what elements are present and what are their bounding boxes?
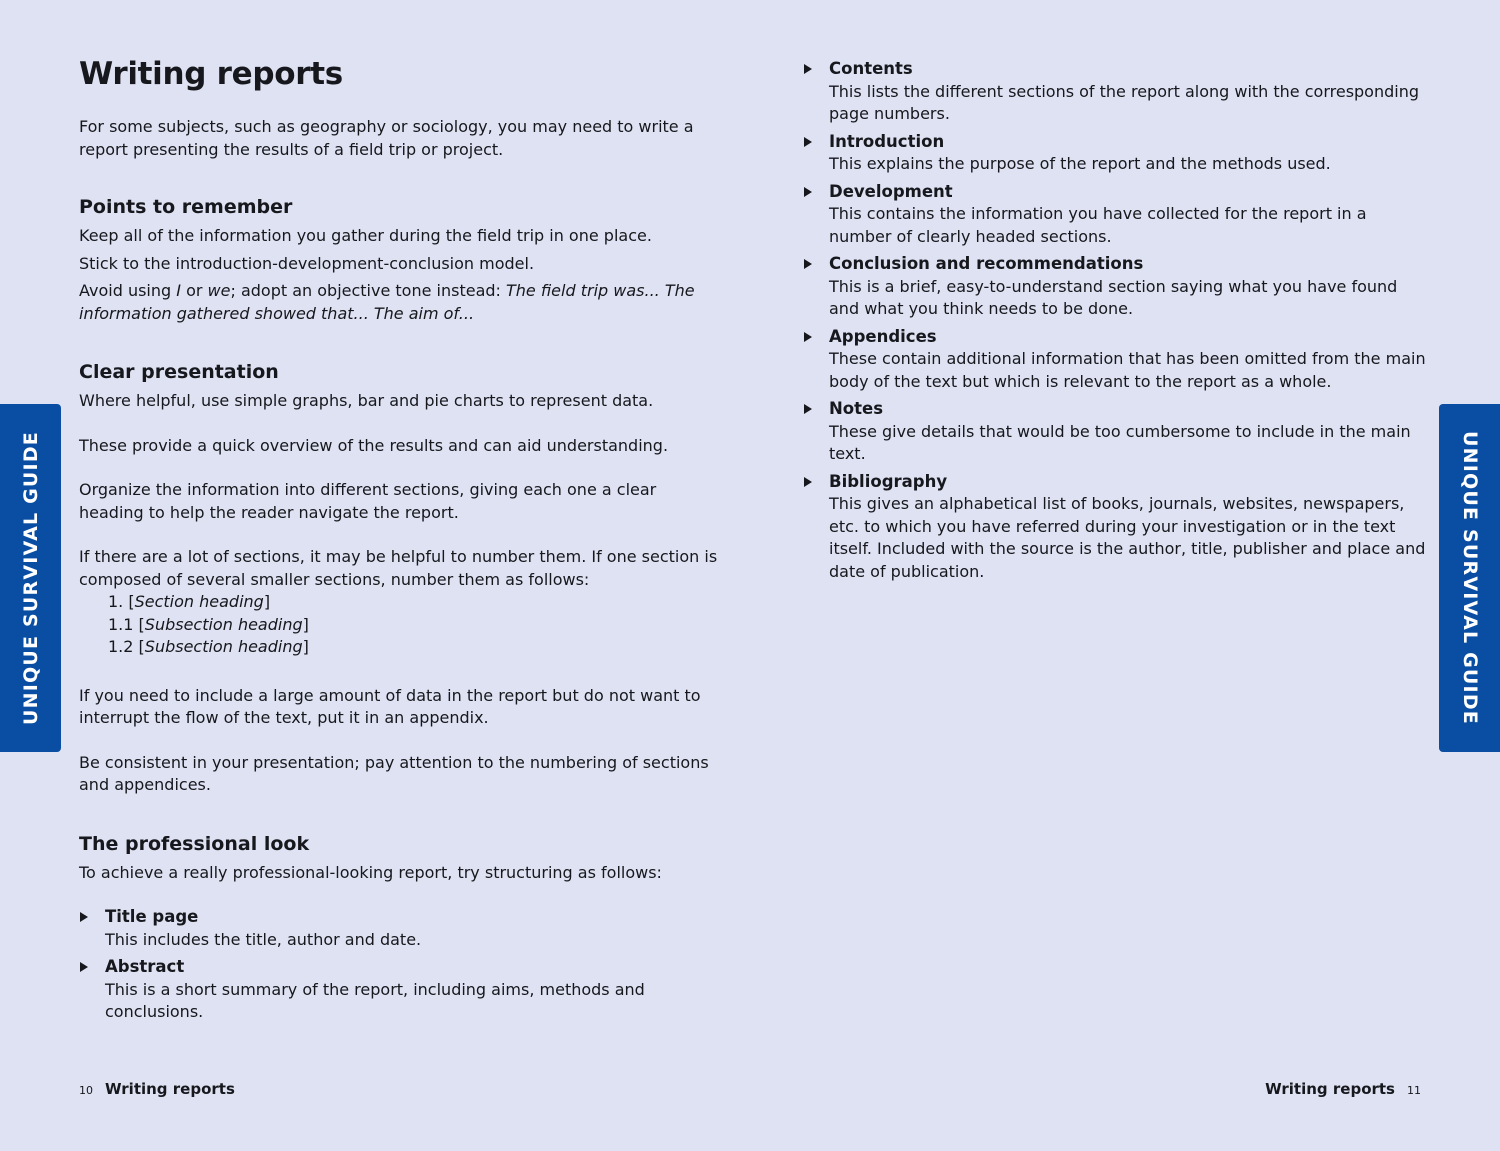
triangle-bullet-icon bbox=[804, 404, 812, 414]
list-item bbox=[79, 956, 719, 1024]
list-item-title: Introduction bbox=[829, 131, 945, 151]
list-item-desc: This explains the purpose of the report and the methods used. bbox=[829, 154, 1331, 173]
list-item-desc: These contain additional information that has been omitted from the main body of the text but which is relevant to the report as a whole. bbox=[829, 349, 1426, 391]
triangle-bullet-icon bbox=[804, 137, 812, 147]
list-item-desc: This includes the title, author and date. bbox=[105, 929, 422, 949]
triangle-bullet-icon bbox=[80, 962, 88, 972]
footer-right-label: Writing reports bbox=[1265, 1080, 1395, 1098]
presentation-paragraph-4: If there are a lot of sections, it may be helpful to number them. If one section is composed of several smaller sections, number them as follows: bbox=[79, 547, 718, 589]
points-p3-quote: The field trip was... The information gathered showed that... The aim of... bbox=[79, 281, 695, 323]
points-heading: Points to remember bbox=[79, 196, 293, 218]
numbering-number: 1.2 [ bbox=[108, 637, 145, 656]
side-tab-right-label: UNIQUE SURVIVAL GUIDE bbox=[1458, 431, 1481, 725]
points-p3-pronoun-i: I bbox=[176, 281, 181, 300]
numbering-close: ] bbox=[302, 637, 309, 656]
list-item bbox=[803, 398, 1428, 466]
side-tab-left-label: UNIQUE SURVIVAL GUIDE bbox=[19, 431, 42, 725]
list-item-desc: This is a brief, easy-to-understand section saying what you have found and what you think needs to be done. bbox=[829, 276, 1398, 318]
triangle-bullet-icon bbox=[804, 477, 812, 487]
page-number-left: 10 bbox=[79, 1084, 93, 1097]
list-item-desc: This lists the different sections of the report along with the corresponding page numbers. bbox=[829, 81, 1420, 123]
numbering-close: ] bbox=[263, 592, 271, 611]
footer-left-label: Writing reports bbox=[105, 1080, 235, 1098]
list-item bbox=[79, 906, 719, 951]
points-p3-text-b: or bbox=[180, 281, 208, 300]
side-tab-right bbox=[1439, 404, 1500, 752]
list-item-title: Title page bbox=[105, 907, 199, 926]
list-item bbox=[803, 58, 1428, 126]
structure-list-right bbox=[803, 58, 1428, 583]
professional-heading: The professional look bbox=[79, 832, 310, 855]
numbering-line bbox=[108, 636, 719, 659]
numbering-close: ] bbox=[302, 614, 309, 634]
points-p3-pronoun-we: we bbox=[207, 281, 231, 300]
page-title: Writing reports bbox=[79, 56, 343, 92]
right-page bbox=[803, 58, 1428, 588]
presentation-heading: Clear presentation bbox=[79, 361, 279, 383]
list-item bbox=[803, 253, 1428, 321]
list-item-title: Notes bbox=[829, 399, 884, 418]
presentation-paragraph-1: Where helpful, use simple graphs, bar and pie charts to represent data. bbox=[79, 391, 654, 410]
triangle-bullet-icon bbox=[804, 332, 812, 342]
points-paragraph-1: Keep all of the information you gather during the field trip in one place. bbox=[79, 226, 652, 245]
numbering-label: Subsection heading bbox=[144, 614, 303, 634]
numbering-number: 1. [ bbox=[108, 592, 135, 611]
list-item-desc: This is a short summary of the report, including aims, methods and conclusions. bbox=[105, 979, 645, 1021]
presentation-paragraph-5: If you need to include a large amount of data in the report but do not want to interrupt the flow of the text, put it in an appendix. bbox=[79, 685, 701, 727]
points-p3-text-a: Avoid using bbox=[79, 281, 177, 300]
triangle-bullet-icon bbox=[804, 259, 812, 269]
list-item-title: Development bbox=[829, 181, 953, 201]
triangle-bullet-icon bbox=[80, 912, 88, 922]
footer-left bbox=[79, 1080, 235, 1098]
page-number-right: 11 bbox=[1407, 1084, 1421, 1097]
presentation-paragraph-2: These provide a quick overview of the results and can aid understanding. bbox=[79, 435, 669, 455]
intro-paragraph: For some subjects, such as geography or sociology, you may need to write a report presenting the results of a field trip or project. bbox=[79, 117, 694, 159]
numbering-label: Subsection heading bbox=[144, 637, 303, 656]
list-item bbox=[803, 131, 1428, 176]
list-item-title: Bibliography bbox=[829, 471, 948, 491]
structure-list-left bbox=[79, 906, 719, 1024]
footer-right bbox=[1265, 1080, 1421, 1098]
list-item-title: Abstract bbox=[105, 957, 185, 976]
triangle-bullet-icon bbox=[804, 64, 812, 74]
professional-intro: To achieve a really professional-looking report, try structuring as follows: bbox=[79, 862, 662, 882]
numbering-line bbox=[108, 591, 719, 614]
list-item-title: Conclusion and recommendations bbox=[829, 254, 1144, 273]
list-item bbox=[803, 181, 1428, 249]
list-item-desc: This gives an alphabetical list of books, journals, websites, newspapers, etc. to which you have referred during your investigation or in the text itself. Included with the source is the author, title, publisher and place and date of publication. bbox=[829, 494, 1426, 581]
points-paragraph-3 bbox=[79, 280, 719, 325]
points-paragraph-2: Stick to the introduction-development-conclusion model. bbox=[79, 253, 535, 273]
triangle-bullet-icon bbox=[804, 187, 812, 197]
left-page bbox=[79, 56, 719, 1029]
numbering-label: Section heading bbox=[134, 592, 264, 611]
list-item bbox=[803, 471, 1428, 584]
numbering-line bbox=[108, 614, 719, 637]
list-item-desc: This contains the information you have collected for the report in a number of clearly headed sections. bbox=[829, 204, 1367, 246]
list-item-desc: These give details that would be too cumbersome to include in the main text. bbox=[829, 421, 1411, 463]
numbering-number: 1.1 [ bbox=[108, 614, 145, 634]
points-p3-text-c: ; adopt an objective tone instead: bbox=[230, 281, 506, 300]
side-tab-left bbox=[0, 404, 61, 752]
list-item-title: Appendices bbox=[829, 326, 937, 346]
presentation-paragraph-6: Be consistent in your presentation; pay attention to the numbering of sections and appendices. bbox=[79, 752, 709, 794]
numbering-example bbox=[108, 591, 719, 659]
list-item bbox=[803, 326, 1428, 394]
list-item-title: Contents bbox=[829, 59, 913, 78]
presentation-paragraph-3: Organize the information into different sections, giving each one a clear heading to help the reader navigate the report. bbox=[79, 480, 657, 522]
